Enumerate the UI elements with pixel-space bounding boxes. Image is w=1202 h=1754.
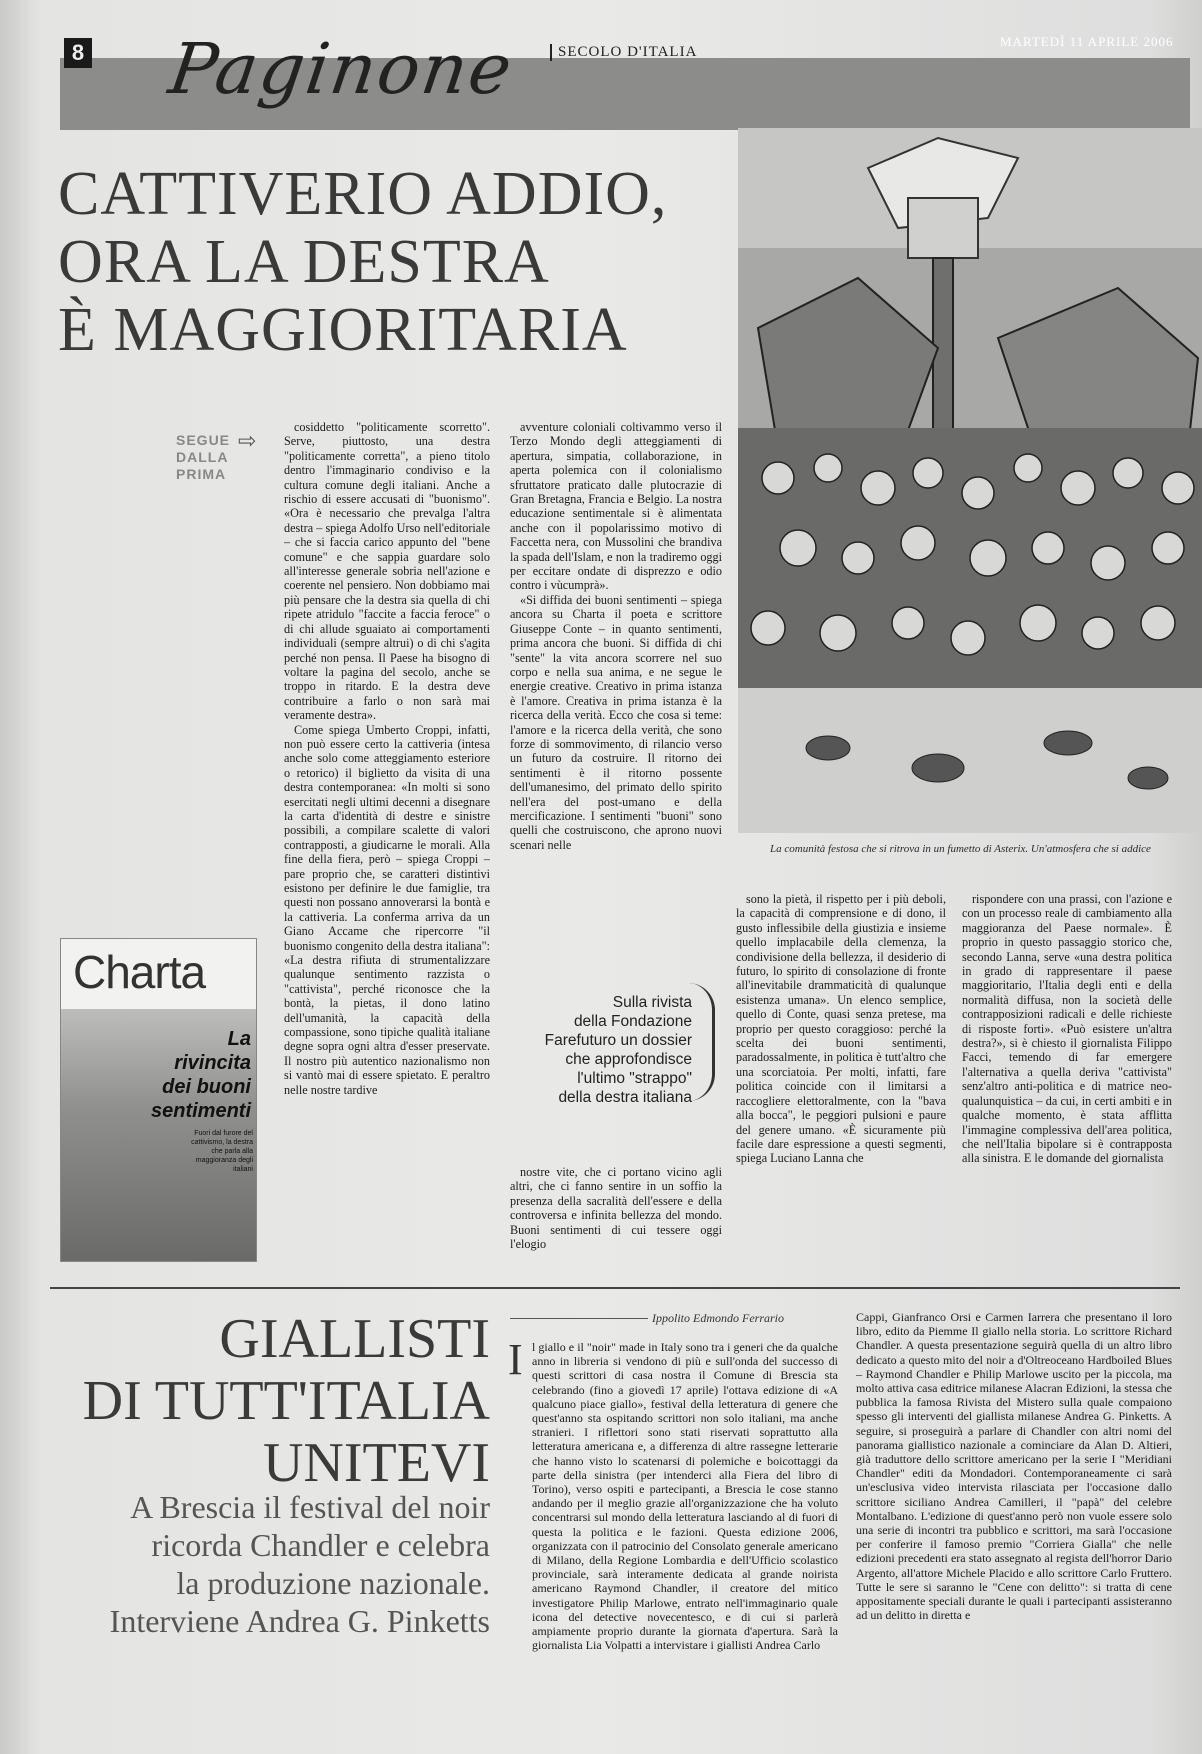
section-divider [50, 1287, 1180, 1289]
paragraph: l giallo e il "noir" made in Italy sono tra i generi che da qualche anno in libreria si vendono di più e sull'onda del successo di questi scrittori di casa nostra il Comune di Brescia sta celebrando (fino a giovedì 17 aprile) l'ottava edizione di «A qualcuno piace giallo», festival della letteratura di genere che quest'anno sta ospitando scrittori non solo italiani, ma anche stranieri. I riflettori sono stati riservati soprattutto alla letteratura americana e, a differenza di altre rassegne letterarie che hanno visto lo scatenarsi di polemiche e boicottaggi da parte della sinistra (per intenderci alla Fiera del libro di Torino), verso ospiti e partecipanti, a Brescia le cose stanno andando per il meglio grazie all'organizzazione che ha voluto concentrarsi sul mondo della letteratura lasciando al di fuori di questa la politica e le fazioni. Questa edizione 2006, organizzata con il patrocinio del Consolato generale americano di Milano, della Regione Lombardia e dell'Ufficio scolastico provinciale, sarà interamente dedicata al grande noirista americano Raymond Chandler, il creatore del mitico investigatore Philip Marlowe, entrato nell'immaginario quale icona del detective novecentesco, e di cui si parlerà ampiamente proprio durante la giornata d'apertura. Sarà la giornalista Lia Volpatti a intervistare i giallisti Andrea Carlo [532, 1340, 838, 1653]
segue-word: PRIMA [176, 466, 227, 482]
article-column-4 [962, 892, 1172, 1278]
subhead-line: ricorda Chandler e celebra [151, 1527, 490, 1563]
dateline: MARTEDÌ 11 APRILE 2006 [1000, 34, 1174, 49]
pull-quote-line: Sulla rivista [612, 994, 692, 1011]
cover-subtitle: Fuori dal furore del cattivismo, la destra che parla alla maggioranza degli italiani [191, 1130, 253, 1173]
subhead-line: la produzione nazionale. [176, 1565, 490, 1601]
pull-quote-line: Farefuturo un dossier [544, 1032, 692, 1049]
charta-logo: Charta [73, 946, 206, 998]
article-column-1 [284, 420, 490, 1290]
headline-line: È MAGGIORITARIA [58, 296, 628, 364]
paragraph: «Si diffida dei buoni sentimenti – spiega ancora su Charta il poeta e scrittore Giuseppe Conte – in quanto sentimenti, prima ancora che buoni. Si diffida di chi "sente" la vita ancora scorrere nel suo corpo e nella sua anima, e ne segue le energie creative. Creativo in prima istanza è l'amore. Creativa in prima istanza è la ricerca della verità. Ecco che cosa si teme: l'amore e la ricerca della verità, che sono forze di sommovimento, di rilancio verso un futuro da costruire. Il ritorno dei sentimenti è il ritorno possente dell'umanesimo, del primato dello spirito nell'era del post-umano e della mercificazione. I sentimenti "buoni" sono quelli che costruiscono, che aprono nuovi scenari nelle [510, 592, 722, 852]
page-number: 8 [64, 38, 92, 68]
section-title: Paginone [164, 28, 519, 110]
continued-from-front-label [176, 432, 230, 483]
paragraph: Cappi, Gianfranco Orsi e Carmen Iarrera che presentano il loro libro, edito da Piemme Il giallo nella storia. Lo scrittore Richard Chandler. A questa presentazione seguirà quella di un altro libro dedicato a questo mito del noir a d'Oltreoceano Hardboiled Blues – Raymond Chandler e Philip Marlowe uscito per la piccola, ma molto attiva casa editrice milanese Alacran Edizioni, la stessa che pubblica la famosa Rivista del Mistero sulla quale compaiono spesso gli interventi del giallista milanese Andrea G. Pinketts. A seguire, si proseguirà a parlare di Chandler con altri nomi del panorama giallistico nazionale a cominciare da Alan D. Altieri, già traduttore dello scrittore americano per la serie I "Meridiani Chandler" editi da Mondadori. Contemporaneamente ci sarà un'esclusiva video intervista rilasciata per l'occasione dallo scrittore siciliano Andrea Camilleri, il "papà" del celebre Montalbano. L'edizione di quest'anno però non vuole essere solo una serie di incontri tra pubblico e scrittori, ma sarà l'occasione per conferire il famoso premio "Corriera Gialla" che nelle edizioni precedenti era stato assegnato al regista dell'horror Dario Argento, all'attore Michele Placido e allo scrittore Carlo Fruttero. Tutte le sere si saranno le "Cene con delitto": si tratta di cene appositamente speciali durante le quali i partecipanti assisteranno ad un delitto in diretta e [856, 1310, 1172, 1623]
paragraph: cosiddetto "politicamente scorretto". Serve, piuttosto, una destra "politicamente corretta", a pieno titolo dentro l'immaginario condiviso e la cultura comune degli italiani. Anche a rischio di essere accusati di "buonismo". «Ora è necessario che prevalga l'altra destra – spiega Adolfo Urso nell'editoriale – che si faccia carico appunto del "bene comune" e che sappia guardare solo all'interesse generale sobria nell'azione e coerente nel pensiero. Non dobbiamo mai più pensare che la destra sia quella di chi ripete atridulo "faccite a faccia feroce" o di chi allude sguaiato ai comportamenti individuali (sempre altrui) o di chi s'agita perché non pensa. Il Paese ha bisogno di voltare la pagina del secolo, anche se troppo in ritardo. E la destra deve contribuire a farlo o non sarà mai veramente destra». [284, 420, 490, 723]
pull-quote-line: che approfondisce [565, 1051, 692, 1068]
article-column-2-continued [510, 1165, 722, 1277]
pull-quote [512, 993, 692, 1107]
newspaper-name: SECOLO D'ITALIA [550, 44, 697, 61]
charta-magazine-cover [60, 938, 257, 1262]
drop-cap: I [508, 1335, 523, 1384]
paragraph: Come spiega Umberto Croppi, infatti, non può essere certo la cattiveria (intesa anche solo come atteggiamento esteriore o retorico) il biglietto da visita di una destra contemporanea: «In molti si sono esercitati negli ultimi decenni a disegnare la carta d'identità di destre e sinistre possibili, a compilare scalette di valori contrapposti, a giudicarne le morali. Alla fine della fiera, però – spiega Croppi – pare proprio che, se caratteri distintivi esistono per definire le due famiglie, tra questi non possano annoverarsi la bontà e la cattiveria. La conferma arriva da un Giano Accame che ripercorre "il buonismo congenito della destra italiana": «La destra rifiuta di strumentalizzare qualunque sentimento razzista o "cattivista", perché riconosce che la bontà, la pietas, il dono latino dell'umanità, la capacità della compassione, sono tipiche qualità italiane degne sopra ogni altra d'esser preservate. Il nostro più autentico nazionalismo non si vantò mai di essere spietato. E peraltro nelle nostre tardive [284, 722, 490, 1097]
pull-quote-line: l'ultimo "strappo" [577, 1070, 692, 1087]
pull-quote-bracket [688, 983, 715, 1101]
headline-line: GIALLISTI [219, 1308, 490, 1370]
cover-headline-line: dei buoni [162, 1076, 251, 1098]
cover-headline-line: La rivincita [174, 1028, 251, 1074]
pull-quote-line: della Fondazione [573, 1013, 692, 1030]
byline-rule [510, 1318, 648, 1319]
cover-headline-line: sentimenti [151, 1100, 252, 1122]
paragraph: avventure coloniali coltivammo verso il Terzo Mondo degli atteggiamenti di apertura, simpatia, collaborazione, in aperta polemica con il colonialismo sfruttatore praticato dalle plutocrazie di Gran Bretagna, Francia e Belgio. La nostra educazione sentimentale si è alimentata anche con il popolarissimo motivo di Faccetta nera, con Mussolini che brandiva la spada dell'Islam, e non la tradiremo oggi per eccitare ondate di disprezzo e odio contro i vùcumprà». [510, 420, 722, 593]
article2-column-1 [532, 1340, 838, 1740]
asterix-village-drawing [738, 128, 1202, 833]
illustration-caption: La comunità festosa che si ritrova in un fumetto di Asterix. Un'atmosfera che si addice [770, 843, 1151, 855]
paragraph: sono la pietà, il rispetto per i più deboli, la capacità di comprensione e di dono, il gusto inflessibile della giustizia e insieme quello implacabile della clemenza, la condivisione della bellezza, il desiderio di futuro, lo spirito di consolazione di fronte all'inevitabile drammaticità di qualunque esistenza umana». Un elenco semplice, quello di Conte, quasi senza pretese, ma proprio per questo coraggioso: perché la scelta dei buoni sentimenti, paradossalmente, in politica è tutt'altro che una scorciatoia. Per molti, infatti, fare politica coincide con il limitarsi a raccogliere elettoralmente, con la "bava alla bocca", le peggiori pulsioni e paure del genere umano. «È sicuramente più facile dare espressione a questi segmenti, spiega Luciano Lanna che [736, 892, 946, 1166]
second-subheadline [50, 1488, 490, 1640]
pull-quote-line: della destra italiana [558, 1089, 692, 1106]
paragraph: nostre vite, che ci portano vicino agli altri, che ci fanno sentire in un soffio la presenza della sacralità dell'essere e della controversa e infinita bellezza del mondo. Buoni sentimenti di cui tessere oggi l'elogio [510, 1165, 722, 1252]
paragraph: rispondere con una prassi, con l'azione e con un processo reale di cambiamento alla maggioranza del Paese normale». È proprio in questo passaggio storico che, secondo Lanna, serve «una destra politica in grado di rappresentare il paese maggioritario, l'Italia degli enti e della normalità diffusa, non la società delle contrapposizioni radicali e delle richieste di risposte forti». «Può esistere un'altra destra?», si è chiesto il giornalista Filippo Facci, temendo di far emergere l'alternativa a quella deriva "cattivista" senz'altro anti-politica e di matrice neo-qualunquistica – da cui, in certi ambiti e in qualche momento, è stata afflitta l'immagine complessiva dell'area politica, che nell'Italia bipolare si è contrapposta alla sinistra. E le domande del giornalista [962, 892, 1172, 1166]
article-column-3 [736, 892, 946, 1278]
headline-line: CATTIVERIO ADDIO, [58, 160, 668, 228]
comic-illustration [738, 128, 1202, 833]
article2-column-2 [856, 1310, 1172, 1740]
headline-line: UNITEVI [262, 1432, 490, 1494]
cover-headline [151, 1027, 251, 1123]
segue-word: SEGUE [176, 432, 231, 448]
article-column-2 [510, 420, 722, 970]
arrow-right-icon: ⇨ [238, 428, 257, 453]
byline: Ippolito Edmondo Ferrario [652, 1311, 784, 1325]
subhead-line: Interviene Andrea G. Pinketts [109, 1603, 490, 1639]
segue-word: DALLA [176, 449, 229, 465]
second-headline [50, 1308, 490, 1494]
headline-line: ORA LA DESTRA [58, 228, 550, 296]
subhead-line: A Brescia il festival del noir [130, 1489, 490, 1525]
headline-line: DI TUTT'ITALIA [82, 1370, 490, 1432]
main-headline [58, 160, 748, 364]
